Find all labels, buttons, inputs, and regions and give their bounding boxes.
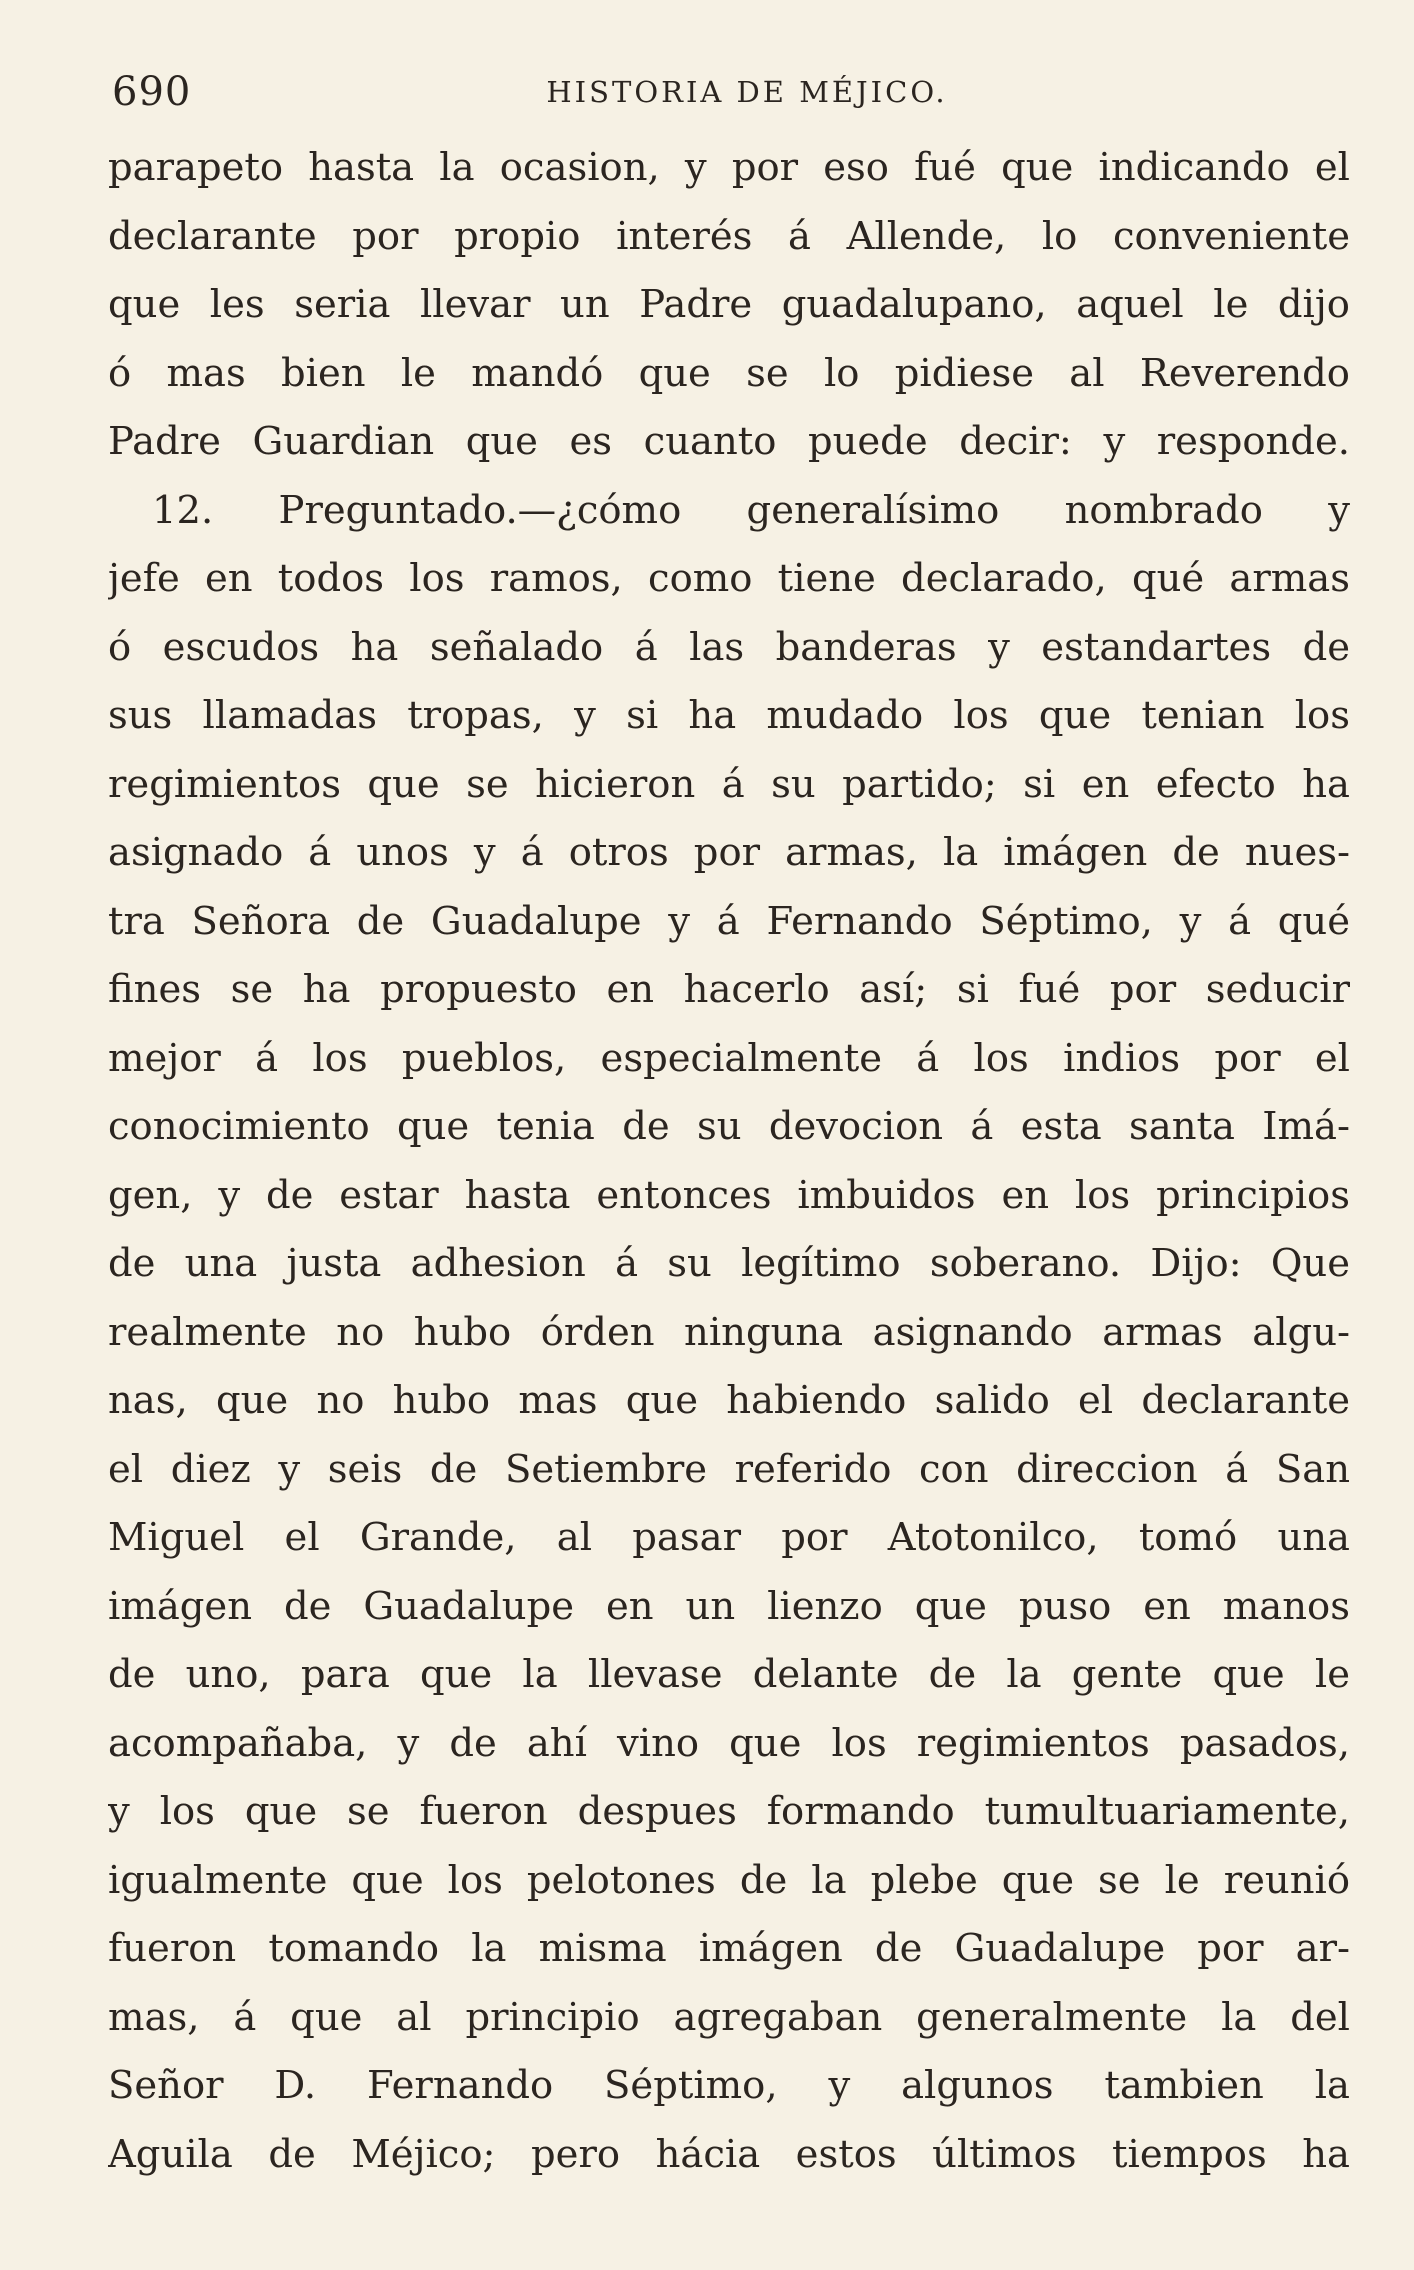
text-line: y los que se fueron despues formando tumultuariamente,: [108, 1789, 1350, 1834]
text-line: nas, que no hubo mas que habiendo salido el declarante: [108, 1378, 1350, 1423]
text-line: Miguel el Grande, al pasar por Atotonilco, tomó una: [108, 1515, 1350, 1560]
text-line: conocimiento que tenia de su devocion á esta santa Imá-: [108, 1104, 1350, 1149]
text-line: parapeto hasta la ocasion, y por eso fué que indicando el: [108, 145, 1350, 190]
text-line: ó mas bien le mandó que se lo pidiese al Reverendo: [108, 350, 1350, 396]
text-line: ó escudos ha señalado á las banderas y estandartes de: [108, 624, 1350, 670]
text-line: asignado á unos y á otros por armas, la imágen de nues-: [108, 830, 1350, 875]
running-title: HISTORIA DE MÉJICO.: [546, 75, 948, 109]
text-line: de uno, para que la llevase delante de la gente que le: [108, 1652, 1350, 1697]
text-line: mas, á que al principio agregaban generalmente la del: [108, 1994, 1350, 2040]
text-line: Padre Guardian que es cuanto puede decir: y responde.: [108, 419, 1350, 464]
text-line: jefe en todos los ramos, como tiene declarado, qué armas: [108, 556, 1350, 601]
text-line: gen, y de estar hasta entonces imbuidos en los principios: [108, 1172, 1350, 1218]
text-line: igualmente que los pelotones de la plebe que se le reunió: [108, 1857, 1350, 1903]
running-head: [112, 62, 1342, 122]
text-line: 12. Preguntado.—¿cómo generalísimo nombrado y: [152, 487, 1350, 533]
text-line: que les seria llevar un Padre guadalupano, aquel le dijo: [108, 282, 1350, 327]
text-line: Aguila de Méjico; pero hácia estos últimos tiempos ha: [108, 2131, 1350, 2177]
text-line: acompañaba, y de ahí vino que los regimientos pasados,: [108, 1720, 1350, 1766]
text-line: regimientos que se hicieron á su partido; si en efecto ha: [108, 761, 1350, 807]
text-line: declarante por propio interés á Allende, lo conveniente: [108, 213, 1350, 259]
text-line: Señor D. Fernando Séptimo, y algunos tambien la: [108, 2063, 1350, 2108]
text-line: imágen de Guadalupe en un lienzo que puso en manos: [108, 1583, 1350, 1629]
page-number: 690: [112, 69, 192, 115]
text-line: de una justa adhesion á su legítimo soberano. Dijo: Que: [108, 1241, 1350, 1286]
text-line: fueron tomando la misma imágen de Guadalupe por ar-: [108, 1926, 1350, 1971]
text-line: fines se ha propuesto en hacerlo así; si fué por seducir: [108, 967, 1350, 1012]
text-line: sus llamadas tropas, y si ha mudado los que tenian los: [108, 693, 1350, 738]
text-line: mejor á los pueblos, especialmente á los indios por el: [108, 1035, 1350, 1081]
body-text: [108, 134, 1350, 2189]
text-line: el diez y seis de Setiembre referido con direccion á San: [108, 1446, 1350, 1492]
text-line: realmente no hubo órden ninguna asignando armas algu-: [108, 1309, 1350, 1355]
text-line: tra Señora de Guadalupe y á Fernando Séptimo, y á qué: [108, 898, 1350, 944]
